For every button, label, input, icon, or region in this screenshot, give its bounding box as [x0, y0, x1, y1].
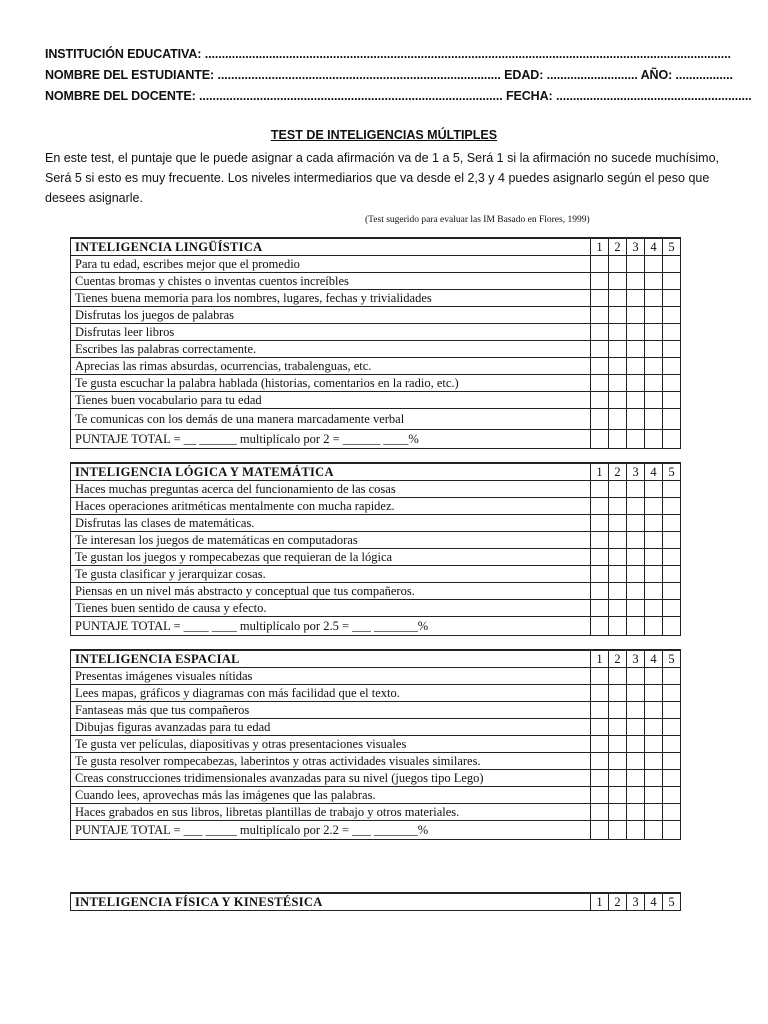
score-cell[interactable] [663, 341, 681, 358]
question-text: Para tu edad, escribes mejor que el promedio [71, 256, 591, 273]
question-row [71, 392, 681, 409]
scale-3: 3 [627, 893, 645, 911]
question-text: Escribes las palabras correctamente. [71, 341, 591, 358]
instructions [45, 148, 725, 208]
question-row [71, 290, 681, 307]
score-cell[interactable] [627, 515, 645, 532]
section-logica-table [70, 462, 681, 636]
score-cell[interactable] [627, 375, 645, 392]
question-text: Te gusta ver películas, diapositivas y otras presentaciones visuales [71, 736, 591, 753]
question-text: Disfrutas leer libros [71, 324, 591, 341]
score-cell[interactable] [609, 481, 627, 498]
score-cell[interactable] [591, 409, 609, 430]
score-cell[interactable] [663, 358, 681, 375]
question-text: Te interesan los juegos de matemáticas en computadoras [71, 532, 591, 549]
question-text: Dibujas figuras avanzadas para tu edad [71, 719, 591, 736]
section-linguistica-table [70, 237, 681, 449]
question-row [71, 549, 681, 566]
section-title: INTELIGENCIA LINGÜÍSTICA [71, 238, 591, 256]
score-cell[interactable] [627, 532, 645, 549]
section-header-row [71, 650, 681, 668]
score-cell[interactable] [663, 668, 681, 685]
score-cell[interactable] [645, 341, 663, 358]
score-cell[interactable] [645, 324, 663, 341]
score-cell[interactable] [591, 324, 609, 341]
score-cell[interactable] [591, 702, 609, 719]
question-row [71, 804, 681, 821]
score-cell[interactable] [591, 290, 609, 307]
score-cell[interactable] [609, 736, 627, 753]
score-cell[interactable] [627, 324, 645, 341]
score-cell[interactable] [663, 753, 681, 770]
score-cell [645, 430, 663, 449]
score-cell[interactable] [591, 392, 609, 409]
question-text: Cuentas bromas y chistes o inventas cuentos increíbles [71, 273, 591, 290]
question-row [71, 600, 681, 617]
score-cell[interactable] [645, 685, 663, 702]
score-cell[interactable] [645, 583, 663, 600]
scale-4: 4 [645, 650, 663, 668]
scale-2: 2 [609, 650, 627, 668]
score-cell[interactable] [627, 566, 645, 583]
score-cell[interactable] [645, 736, 663, 753]
score-cell[interactable] [627, 256, 645, 273]
score-cell[interactable] [609, 702, 627, 719]
score-cell[interactable] [627, 273, 645, 290]
scale-3: 3 [627, 650, 645, 668]
scale-1: 1 [591, 238, 609, 256]
score-cell[interactable] [609, 409, 627, 430]
question-row [71, 498, 681, 515]
source-citation: (Test sugerido para evaluar las IM Basado en Flores, 1999) [365, 215, 590, 225]
question-row [71, 256, 681, 273]
scale-1: 1 [591, 650, 609, 668]
score-cell[interactable] [663, 685, 681, 702]
score-cell[interactable] [609, 600, 627, 617]
score-cell[interactable] [609, 290, 627, 307]
score-cell[interactable] [645, 307, 663, 324]
score-cell[interactable] [627, 600, 645, 617]
score-cell[interactable] [609, 273, 627, 290]
section-title: INTELIGENCIA LÓGICA Y MATEMÁTICA [71, 463, 591, 481]
score-cell[interactable] [645, 481, 663, 498]
question-row [71, 324, 681, 341]
question-row [71, 515, 681, 532]
question-row [71, 358, 681, 375]
total-row [71, 430, 681, 449]
question-row [71, 566, 681, 583]
score-cell[interactable] [627, 685, 645, 702]
score-cell[interactable] [663, 273, 681, 290]
question-text: Tienes buen vocabulario para tu edad [71, 392, 591, 409]
score-cell[interactable] [591, 753, 609, 770]
score-cell[interactable] [591, 256, 609, 273]
score-cell [627, 617, 645, 636]
question-row [71, 481, 681, 498]
score-cell [609, 821, 627, 840]
score-cell[interactable] [645, 392, 663, 409]
score-cell[interactable] [627, 804, 645, 821]
scale-5: 5 [663, 650, 681, 668]
score-cell[interactable] [663, 549, 681, 566]
question-text: Te gusta clasificar y jerarquizar cosas. [71, 566, 591, 583]
question-row [71, 685, 681, 702]
question-row [71, 736, 681, 753]
instructions-text: En este test, el puntaje que le puede asignar a cada afirmación va de 1 a 5, Será 1 si la afirmación no sucede muchísimo, Será 5 si esto es muy frecuente. Los niveles intermediarios que va desde el 2,3 y 4 puedes asignarlo según el peso que desees asignarle. [45, 151, 720, 205]
score-cell[interactable] [609, 566, 627, 583]
score-cell[interactable] [627, 583, 645, 600]
score-cell[interactable] [591, 566, 609, 583]
score-cell[interactable] [591, 600, 609, 617]
score-cell[interactable] [627, 668, 645, 685]
score-cell[interactable] [645, 787, 663, 804]
total-score-line[interactable]: PUNTAJE TOTAL = ____ ____ multiplícalo por 2.5 = ___ _______% [71, 617, 591, 636]
question-text: Lees mapas, gráficos y diagramas con más facilidad que el texto. [71, 685, 591, 702]
question-text: Tienes buen sentido de causa y efecto. [71, 600, 591, 617]
score-cell[interactable] [645, 702, 663, 719]
page-title: TEST DE INTELIGENCIAS MÚLTIPLES [270, 128, 498, 142]
score-cell[interactable] [627, 307, 645, 324]
score-cell[interactable] [591, 668, 609, 685]
score-cell[interactable] [663, 290, 681, 307]
score-cell[interactable] [627, 702, 645, 719]
score-cell[interactable] [645, 566, 663, 583]
scale-2: 2 [609, 893, 627, 911]
score-cell [663, 821, 681, 840]
scale-5: 5 [663, 893, 681, 911]
score-cell[interactable] [645, 290, 663, 307]
scale-4: 4 [645, 463, 663, 481]
question-text: Te comunicas con los demás de una manera marcadamente verbal [71, 409, 591, 430]
score-cell [609, 430, 627, 449]
score-cell [663, 430, 681, 449]
score-cell[interactable] [645, 273, 663, 290]
score-cell[interactable] [663, 787, 681, 804]
score-cell[interactable] [609, 256, 627, 273]
score-cell[interactable] [591, 481, 609, 498]
score-cell[interactable] [663, 719, 681, 736]
score-cell[interactable] [663, 307, 681, 324]
question-row [71, 787, 681, 804]
score-cell[interactable] [591, 583, 609, 600]
score-cell[interactable] [609, 753, 627, 770]
score-cell[interactable] [663, 600, 681, 617]
section-kinestesica-table [70, 892, 681, 911]
score-cell[interactable] [609, 515, 627, 532]
score-cell[interactable] [591, 549, 609, 566]
score-cell[interactable] [609, 770, 627, 787]
question-row [71, 273, 681, 290]
scale-1: 1 [591, 893, 609, 911]
question-text: Disfrutas los juegos de palabras [71, 307, 591, 324]
score-cell[interactable] [645, 409, 663, 430]
total-score-line[interactable]: PUNTAJE TOTAL = __ ______ multiplícalo por 2 = ______ ____% [71, 430, 591, 449]
score-cell[interactable] [609, 375, 627, 392]
score-cell[interactable] [645, 804, 663, 821]
question-row [71, 532, 681, 549]
section-title: INTELIGENCIA ESPACIAL [71, 650, 591, 668]
score-cell [591, 430, 609, 449]
score-cell[interactable] [663, 375, 681, 392]
score-cell[interactable] [663, 736, 681, 753]
score-cell [663, 617, 681, 636]
score-cell[interactable] [663, 481, 681, 498]
score-cell [591, 821, 609, 840]
question-text: Te gustan los juegos y rompecabezas que requieran de la lógica [71, 549, 591, 566]
score-cell[interactable] [645, 549, 663, 566]
score-cell[interactable] [663, 256, 681, 273]
score-cell[interactable] [645, 770, 663, 787]
score-cell [645, 617, 663, 636]
score-cell[interactable] [627, 392, 645, 409]
score-cell[interactable] [645, 668, 663, 685]
score-cell [627, 430, 645, 449]
scale-5: 5 [663, 463, 681, 481]
teacher-name-field: NOMBRE DEL DOCENTE: .......................................................................................... FECHA: .......................................................... [45, 89, 752, 103]
score-cell[interactable] [609, 392, 627, 409]
score-cell[interactable] [645, 256, 663, 273]
score-cell[interactable] [609, 583, 627, 600]
scale-2: 2 [609, 463, 627, 481]
score-cell[interactable] [645, 600, 663, 617]
score-cell[interactable] [591, 498, 609, 515]
score-cell[interactable] [591, 532, 609, 549]
score-cell[interactable] [591, 515, 609, 532]
score-cell[interactable] [627, 409, 645, 430]
score-cell[interactable] [627, 549, 645, 566]
score-cell[interactable] [609, 341, 627, 358]
score-cell[interactable] [609, 685, 627, 702]
scale-2: 2 [609, 238, 627, 256]
score-cell[interactable] [591, 736, 609, 753]
score-cell [627, 821, 645, 840]
scale-1: 1 [591, 463, 609, 481]
score-cell[interactable] [627, 787, 645, 804]
score-cell[interactable] [663, 583, 681, 600]
score-cell[interactable] [609, 787, 627, 804]
score-cell[interactable] [591, 341, 609, 358]
question-row [71, 668, 681, 685]
question-text: Cuando lees, aprovechas más las imágenes que las palabras. [71, 787, 591, 804]
score-cell[interactable] [627, 753, 645, 770]
score-cell[interactable] [609, 549, 627, 566]
score-cell[interactable] [591, 273, 609, 290]
score-cell[interactable] [591, 719, 609, 736]
question-row [71, 409, 681, 430]
score-cell[interactable] [609, 324, 627, 341]
score-cell [645, 821, 663, 840]
score-cell[interactable] [645, 375, 663, 392]
score-cell [591, 617, 609, 636]
score-cell[interactable] [627, 719, 645, 736]
question-text: Haces grabados en sus libros, libretas plantillas de trabajo y otros materiales. [71, 804, 591, 821]
section-espacial-table [70, 649, 681, 840]
scale-4: 4 [645, 238, 663, 256]
score-cell[interactable] [627, 770, 645, 787]
question-text: Te gusta resolver rompecabezas, laberintos y otras actividades visuales similares. [71, 753, 591, 770]
total-score-line[interactable]: PUNTAJE TOTAL = ___ _____ multiplícalo por 2.2 = ___ _______% [71, 821, 591, 840]
score-cell[interactable] [627, 736, 645, 753]
scale-5: 5 [663, 238, 681, 256]
score-cell[interactable] [627, 358, 645, 375]
question-text: Te gusta escuchar la palabra hablada (historias, comentarios en la radio, etc.) [71, 375, 591, 392]
score-cell[interactable] [627, 290, 645, 307]
scale-3: 3 [627, 238, 645, 256]
question-row [71, 341, 681, 358]
score-cell[interactable] [663, 324, 681, 341]
question-text: Creas construcciones tridimensionales avanzadas para su nivel (juegos tipo Lego) [71, 770, 591, 787]
question-row [71, 753, 681, 770]
question-row [71, 702, 681, 719]
score-cell[interactable] [591, 770, 609, 787]
score-cell[interactable] [591, 375, 609, 392]
score-cell[interactable] [663, 532, 681, 549]
score-cell[interactable] [609, 358, 627, 375]
scale-3: 3 [627, 463, 645, 481]
question-row [71, 375, 681, 392]
institution-field: INSTITUCIÓN EDUCATIVA: ............................................................................................................................................................ [45, 47, 731, 61]
question-row [71, 583, 681, 600]
question-text: Piensas en un nivel más abstracto y conceptual que tus compañeros. [71, 583, 591, 600]
score-cell[interactable] [609, 307, 627, 324]
score-cell[interactable] [663, 804, 681, 821]
question-row [71, 719, 681, 736]
score-cell[interactable] [609, 668, 627, 685]
score-cell[interactable] [645, 358, 663, 375]
question-text: Haces operaciones aritméticas mentalmente con mucha rapidez. [71, 498, 591, 515]
total-row [71, 821, 681, 840]
question-text: Fantaseas más que tus compañeros [71, 702, 591, 719]
score-cell[interactable] [627, 481, 645, 498]
score-cell[interactable] [609, 532, 627, 549]
score-cell[interactable] [609, 719, 627, 736]
scale-4: 4 [645, 893, 663, 911]
score-cell[interactable] [645, 719, 663, 736]
score-cell[interactable] [645, 532, 663, 549]
score-cell[interactable] [645, 498, 663, 515]
score-cell[interactable] [591, 787, 609, 804]
score-cell[interactable] [663, 409, 681, 430]
total-row [71, 617, 681, 636]
student-name-field: NOMBRE DEL ESTUDIANTE: .................................................................................... EDAD: ........................... AÑO: ................. [45, 68, 733, 82]
score-cell[interactable] [663, 566, 681, 583]
score-cell[interactable] [663, 498, 681, 515]
section-header-row [71, 238, 681, 256]
score-cell[interactable] [609, 804, 627, 821]
score-cell[interactable] [663, 770, 681, 787]
score-cell[interactable] [591, 307, 609, 324]
score-cell[interactable] [645, 515, 663, 532]
score-cell[interactable] [591, 804, 609, 821]
score-cell[interactable] [627, 498, 645, 515]
section-title: INTELIGENCIA FÍSICA Y KINESTÉSICA [71, 893, 591, 911]
question-row [71, 770, 681, 787]
score-cell[interactable] [663, 702, 681, 719]
score-cell[interactable] [663, 392, 681, 409]
score-cell[interactable] [645, 753, 663, 770]
question-text: Disfrutas las clases de matemáticas. [71, 515, 591, 532]
question-text: Aprecias las rimas absurdas, ocurrencias, trabalenguas, etc. [71, 358, 591, 375]
score-cell [609, 617, 627, 636]
section-header-row [71, 463, 681, 481]
section-header-row [71, 893, 681, 911]
score-cell[interactable] [591, 685, 609, 702]
score-cell[interactable] [591, 358, 609, 375]
question-row [71, 307, 681, 324]
question-text: Presentas imágenes visuales nítidas [71, 668, 591, 685]
question-text: Haces muchas preguntas acerca del funcionamiento de las cosas [71, 481, 591, 498]
score-cell[interactable] [627, 341, 645, 358]
question-text: Tienes buena memoria para los nombres, lugares, fechas y trivialidades [71, 290, 591, 307]
score-cell[interactable] [663, 515, 681, 532]
score-cell[interactable] [609, 498, 627, 515]
